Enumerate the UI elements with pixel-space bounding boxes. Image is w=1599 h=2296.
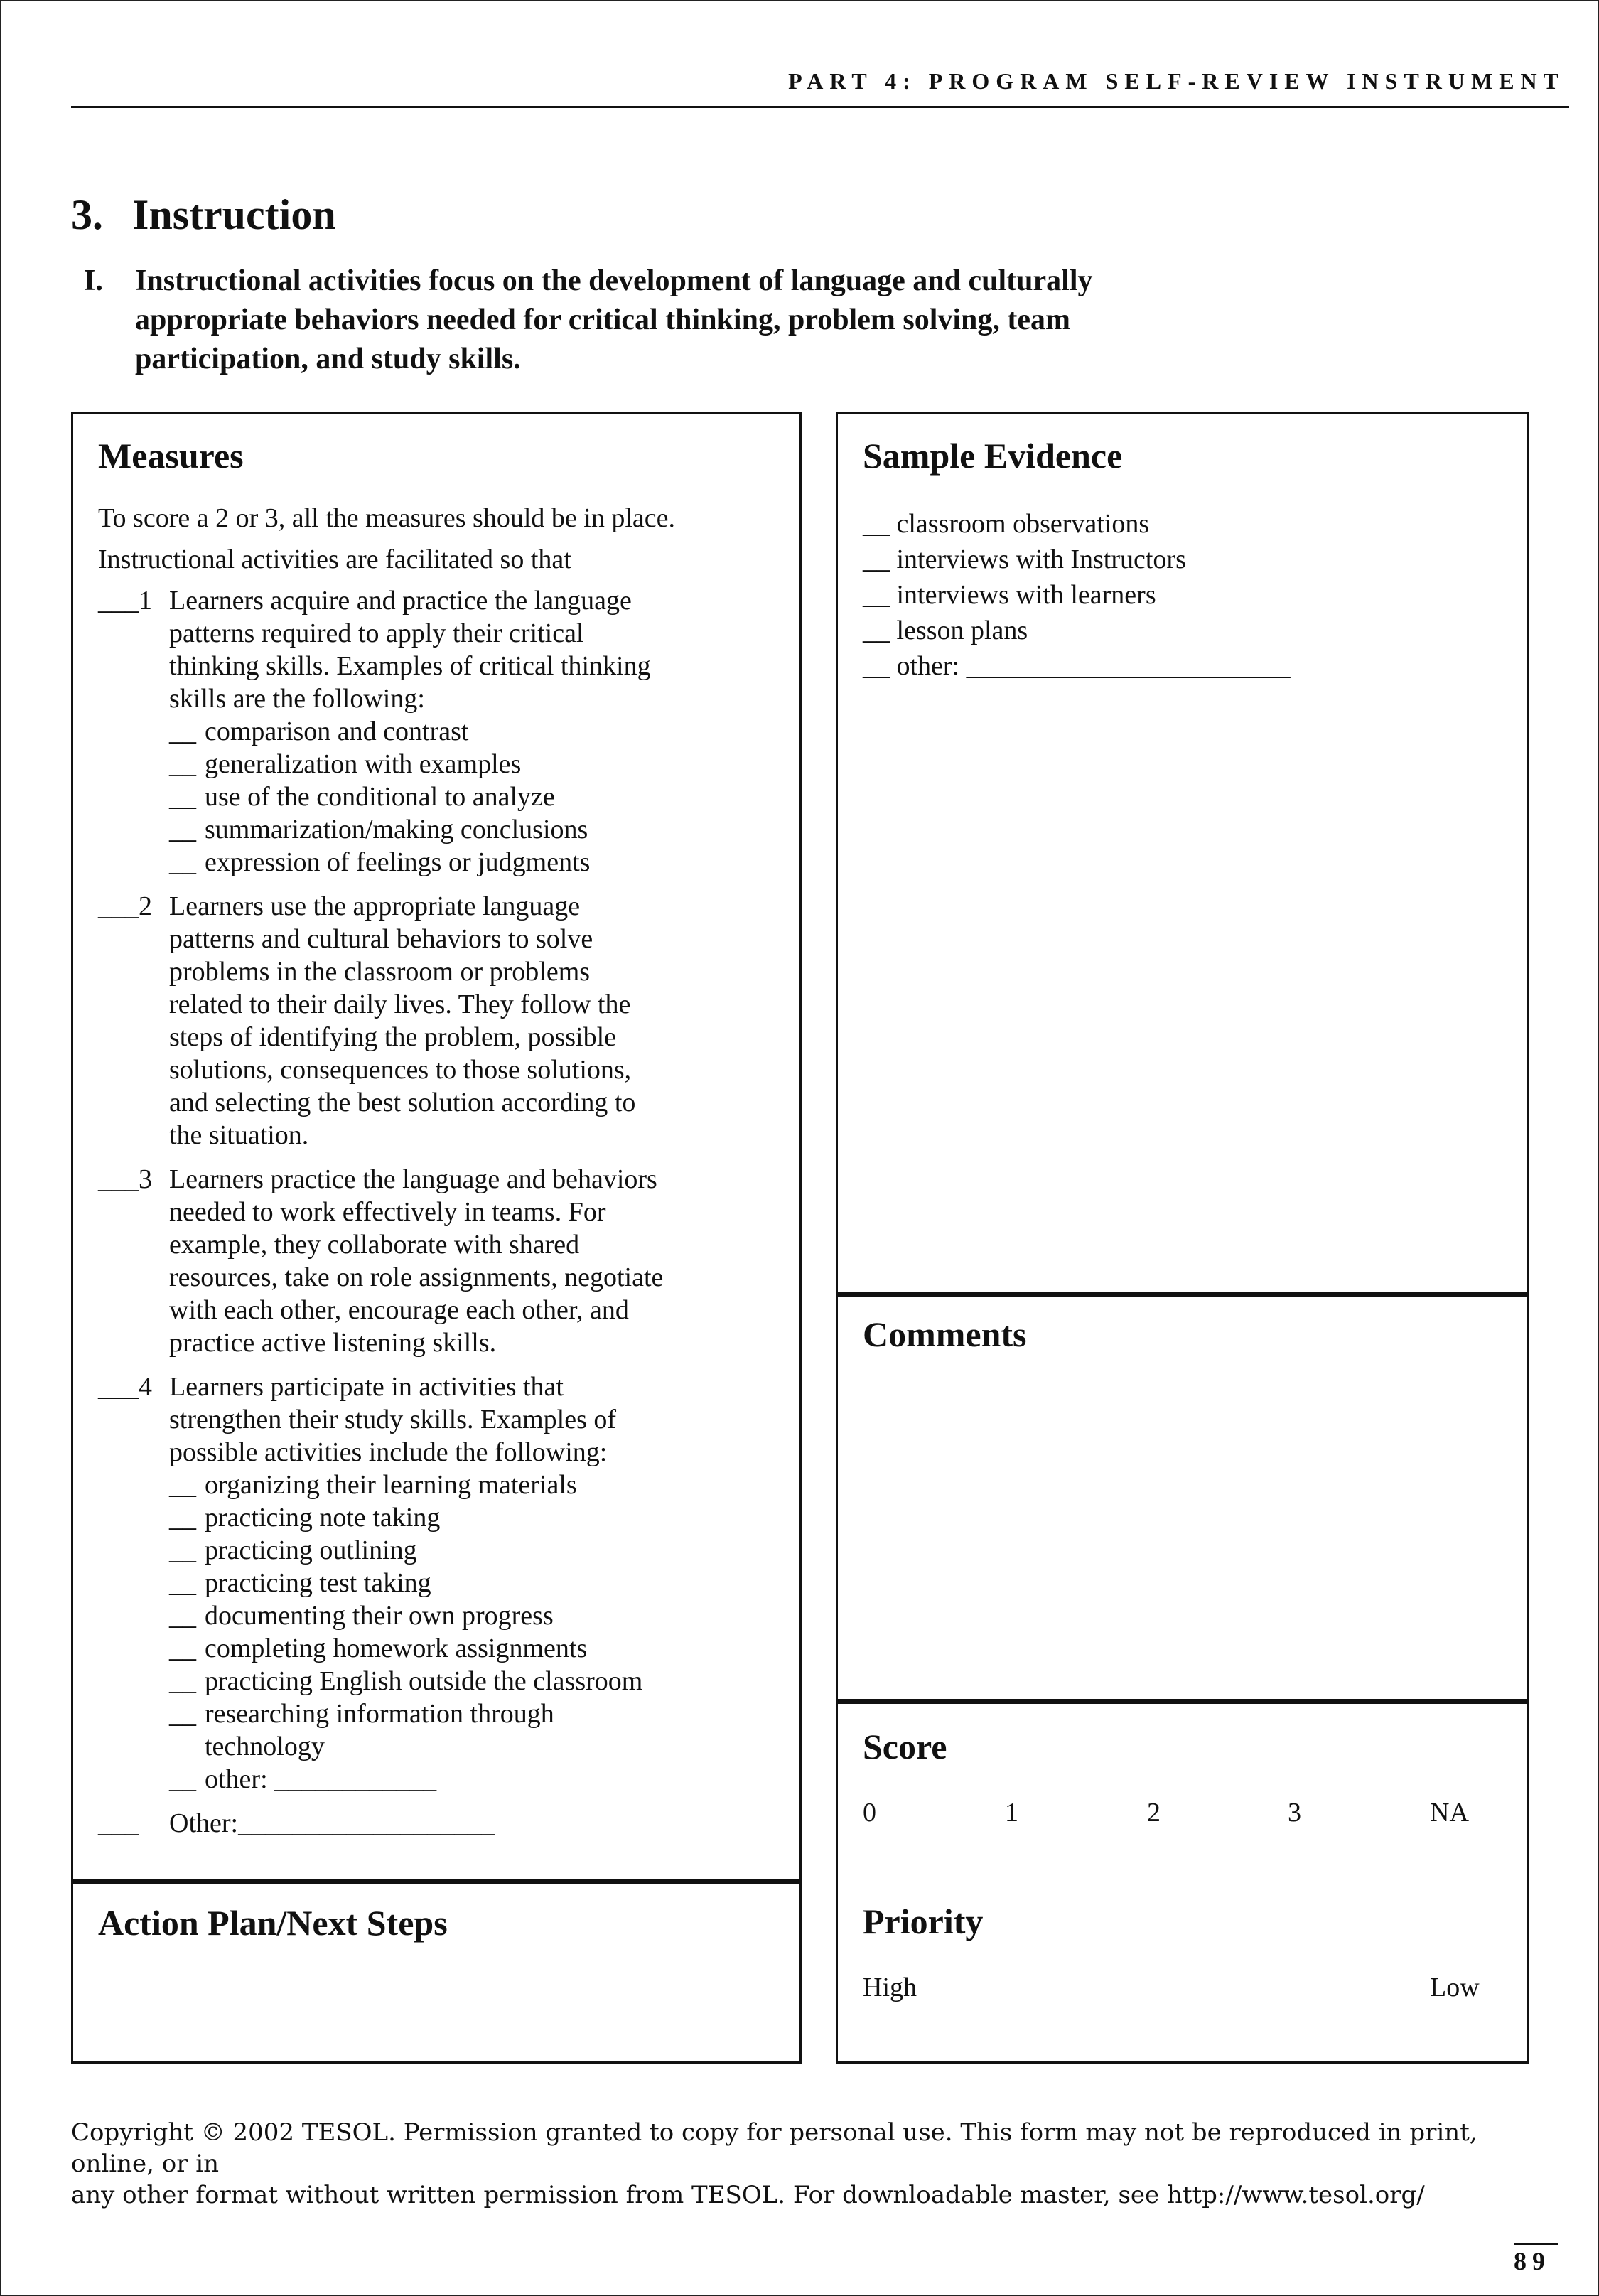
sub-item: [169, 1632, 795, 1665]
sub-label[interactable]: other: ____________: [205, 1764, 437, 1794]
footer-line: Copyright © 2002 TESOL. Permission granted to copy for personal use. This form may not be reproduced in print, online, or in: [71, 2118, 1477, 2178]
measure-line: example, they collaborate with shared: [169, 1230, 580, 1260]
sub-blank[interactable]: __: [169, 847, 196, 877]
sub-blank[interactable]: __: [169, 1666, 196, 1696]
sub-label: practicing outlining: [205, 1535, 417, 1565]
sub-blank[interactable]: __: [169, 782, 196, 812]
measure-blank[interactable]: ___2: [98, 891, 152, 921]
sub-item: [169, 780, 795, 813]
evidence-item[interactable]: __ lesson plans: [863, 616, 1028, 645]
measures-content: [98, 502, 795, 1851]
sub-item: [169, 1501, 795, 1534]
sub-item: [169, 715, 795, 748]
sub-label: generalization with examples: [205, 749, 522, 779]
sub-blank[interactable]: __: [169, 1503, 196, 1533]
measure-line: related to their daily lives. They follow the: [169, 989, 631, 1019]
page-number-rule: [1514, 2243, 1558, 2245]
measure-line: solutions, consequences to those solutions,: [169, 1055, 632, 1085]
score-option[interactable]: 2: [1147, 1798, 1161, 1828]
section-number: 3.: [71, 191, 103, 238]
evidence-item[interactable]: __ interviews with Instructors: [863, 545, 1186, 574]
section-title-text: Instruction: [132, 191, 336, 238]
evidence-item[interactable]: __ other: ________________________: [863, 651, 1291, 681]
priority-heading: Priority: [863, 1901, 984, 1941]
measure-blank[interactable]: ___3: [98, 1164, 152, 1194]
sample-evidence-heading: Sample Evidence: [863, 436, 1123, 476]
standard-line: participation, and study skills.: [135, 343, 521, 375]
sub-item: [169, 846, 795, 879]
sub-blank[interactable]: __: [169, 815, 196, 844]
standard-statement: [84, 262, 1406, 379]
standard-line: Instructional activities focus on the development of language and culturally: [135, 264, 1093, 297]
sub-blank[interactable]: __: [169, 717, 196, 746]
evidence-list: [863, 506, 1502, 684]
measures-lead: Instructional activities are facilitated so that: [98, 545, 571, 574]
other-field[interactable]: Other:___________________: [169, 1808, 495, 1838]
priority-high[interactable]: High: [863, 1973, 917, 2002]
sub-item: [169, 1534, 795, 1567]
measure-line: the situation.: [169, 1120, 309, 1150]
measure-item-4: [98, 1370, 795, 1796]
measure-line: strengthen their study skills. Examples of: [169, 1405, 617, 1434]
measure-line: practice active listening skills.: [169, 1328, 497, 1358]
sub-label: practicing note taking: [205, 1503, 441, 1533]
measure-line: needed to work effectively in teams. For: [169, 1197, 606, 1227]
measures-divider: [71, 1879, 802, 1884]
sub-label: practicing English outside the classroom: [205, 1666, 643, 1696]
sub-item: [169, 813, 795, 846]
footer-line: any other format without written permission from TESOL. For downloadable master, see http://www.tesol.org/: [71, 2181, 1425, 2209]
measure-blank[interactable]: ___4: [98, 1372, 152, 1402]
evidence-item[interactable]: __ classroom observations: [863, 509, 1150, 539]
sub-blank[interactable]: __: [169, 1634, 196, 1663]
standard-line: appropriate behaviors needed for critical thinking, problem solving, team: [135, 304, 1071, 336]
measure-line: and selecting the best solution according to: [169, 1088, 636, 1117]
sub-item: [169, 1567, 795, 1599]
measures-heading: Measures: [98, 436, 244, 476]
measure-line: Learners use the appropriate language: [169, 891, 581, 921]
section-title: [71, 191, 336, 240]
sub-label: researching information through: [205, 1699, 554, 1729]
sub-blank[interactable]: __: [169, 1568, 196, 1598]
header-rule: [71, 106, 1569, 108]
score-heading: Score: [863, 1727, 947, 1766]
sub-label: expression of feelings or judgments: [205, 847, 591, 877]
measure-line: possible activities include the following:: [169, 1437, 608, 1467]
measures-intro: To score a 2 or 3, all the measures should be in place.: [98, 503, 675, 533]
measure-line: patterns and cultural behaviors to solve: [169, 924, 593, 954]
measure-line: Learners participate in activities that: [169, 1372, 564, 1402]
score-divider: [836, 1699, 1529, 1704]
comments-heading: Comments: [863, 1314, 1027, 1354]
measure-blank[interactable]: ___: [98, 1808, 139, 1838]
score-option[interactable]: 0: [863, 1798, 876, 1828]
score-option[interactable]: 1: [1005, 1798, 1018, 1828]
measure-item-other: [98, 1807, 795, 1840]
measure-line: Learners practice the language and behaviors: [169, 1164, 657, 1194]
copyright-footer: [71, 2117, 1535, 2211]
measure-line: Learners acquire and practice the language: [169, 586, 632, 616]
standard-roman: I.: [84, 264, 103, 297]
sub-blank[interactable]: __: [169, 1601, 196, 1631]
measure-line: problems in the classroom or problems: [169, 957, 591, 987]
measure-line: resources, take on role assignments, negotiate: [169, 1262, 664, 1292]
measure-blank[interactable]: ___1: [98, 586, 152, 616]
sub-item: [169, 1665, 795, 1697]
sub-label: documenting their own progress: [205, 1601, 554, 1631]
sub-label: comparison and contrast: [205, 717, 469, 746]
sub-label: completing homework assignments: [205, 1634, 588, 1663]
sub-label: technology: [205, 1732, 325, 1761]
measure-line: patterns required to apply their critical: [169, 618, 584, 648]
measure-item-2: [98, 890, 795, 1152]
sub-item: [169, 1599, 795, 1632]
score-option[interactable]: 3: [1288, 1798, 1301, 1828]
measure-line: with each other, encourage each other, and: [169, 1295, 629, 1325]
sub-blank[interactable]: __: [169, 1699, 196, 1729]
sub-blank[interactable]: __: [169, 1535, 196, 1565]
sub-item: [169, 748, 795, 780]
sub-item: [169, 1763, 795, 1796]
sub-item: [169, 1469, 795, 1501]
running-header: PART 4: PROGRAM SELF-REVIEW INSTRUMENT: [788, 68, 1565, 94]
sub-blank[interactable]: __: [169, 1764, 196, 1794]
sub-blank[interactable]: __: [169, 1470, 196, 1500]
measure-line: thinking skills. Examples of critical thinking: [169, 651, 651, 681]
measure-item-1: [98, 584, 795, 879]
sub-blank[interactable]: __: [169, 749, 196, 779]
sub-label: use of the conditional to analyze: [205, 782, 555, 812]
sub-label: summarization/making conclusions: [205, 815, 588, 844]
sub-label: organizing their learning materials: [205, 1470, 577, 1500]
measure-line: steps of identifying the problem, possible: [169, 1022, 617, 1052]
comments-divider: [836, 1292, 1529, 1297]
action-plan-heading: Action Plan/Next Steps: [98, 1903, 448, 1943]
page-number: 89: [1514, 2247, 1551, 2275]
evidence-item[interactable]: __ interviews with learners: [863, 580, 1156, 610]
sub-item-continuation: [169, 1730, 795, 1763]
sub-label: practicing test taking: [205, 1568, 431, 1598]
sub-item: [169, 1697, 795, 1730]
measure-item-3: [98, 1163, 795, 1359]
measure-line: skills are the following:: [169, 684, 425, 714]
score-option[interactable]: NA: [1430, 1798, 1469, 1828]
priority-low[interactable]: Low: [1430, 1973, 1480, 2002]
